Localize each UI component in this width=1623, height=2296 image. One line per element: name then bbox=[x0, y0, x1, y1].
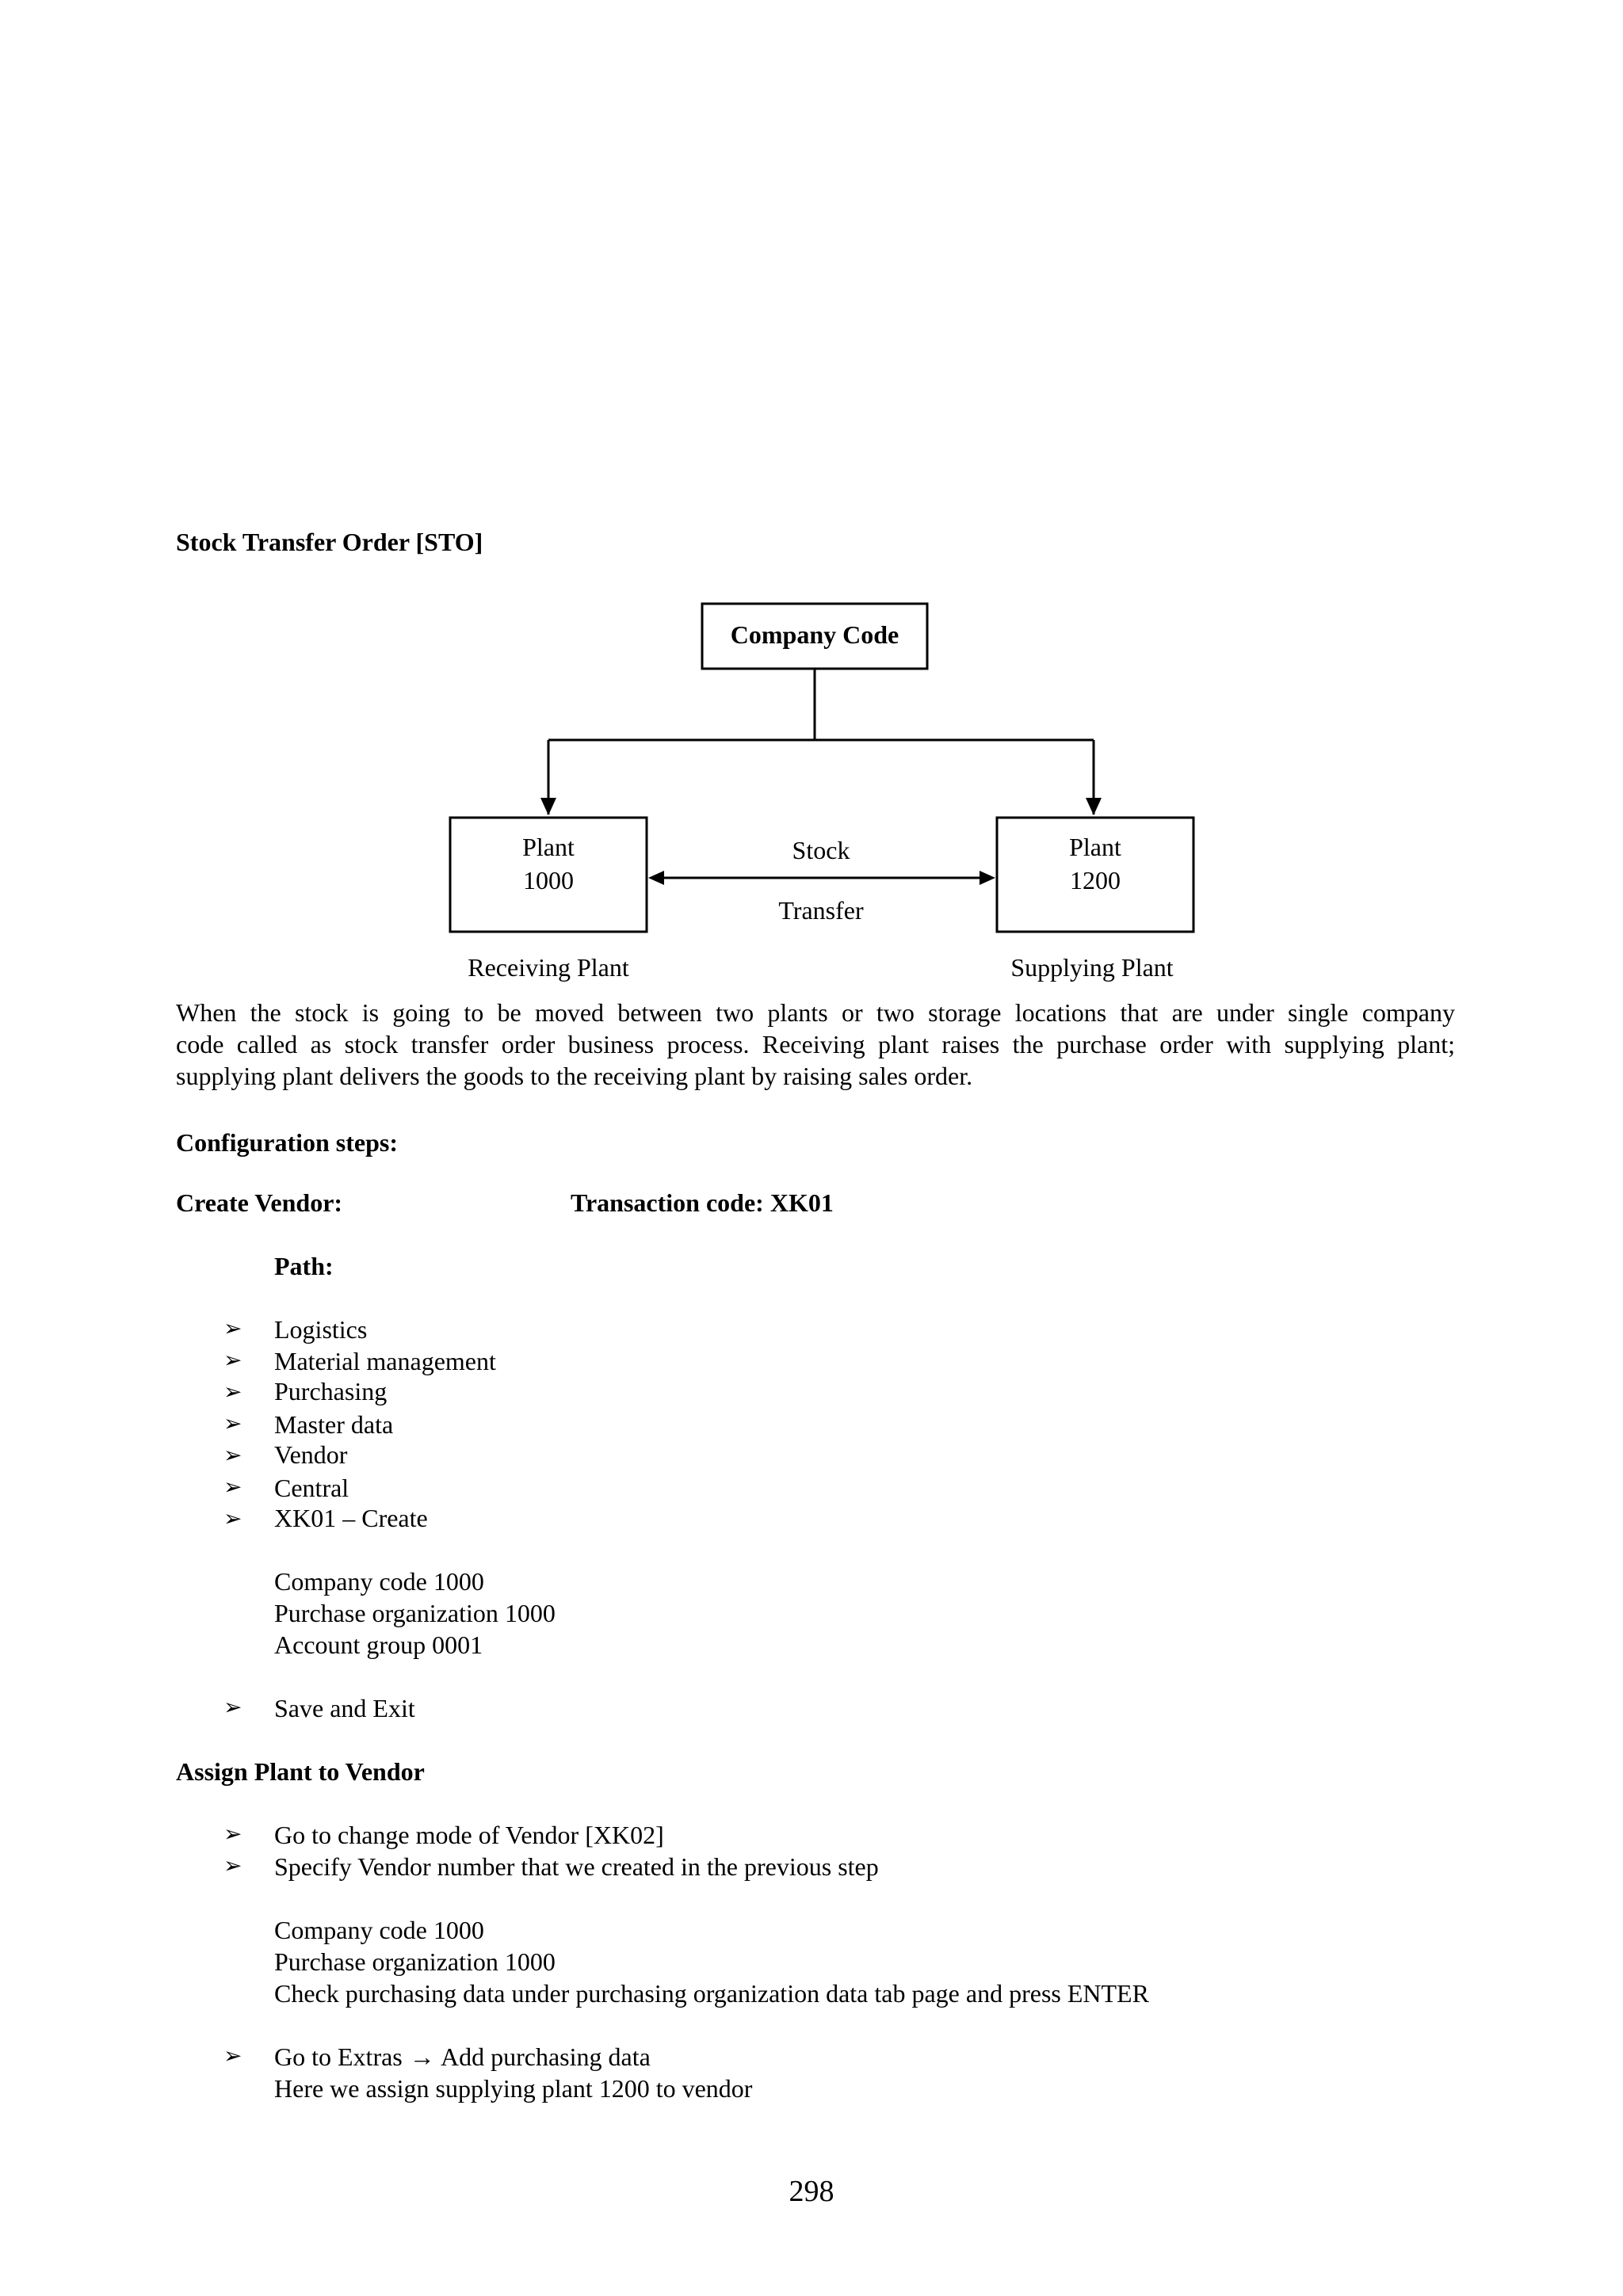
value-line: Account group 0001 bbox=[274, 1630, 483, 1659]
intro-line: supplying plant delivers the goods to the receiving plant by raising sales order. bbox=[176, 1062, 973, 1090]
assign-plant-heading: Assign Plant to Vendor bbox=[176, 1757, 425, 1786]
intro-line: code called as stock transfer order business process. Receiving plant raises the purchase order with supplying plant; bbox=[176, 1030, 1455, 1058]
path-label: Path: bbox=[274, 1252, 334, 1280]
assign-step: Specify Vendor number that we created in the previous step bbox=[274, 1852, 879, 1881]
bullet-icon: ➢ bbox=[223, 1412, 242, 1436]
plant-1000-number: 1000 bbox=[523, 866, 574, 894]
page-title: Stock Transfer Order [STO] bbox=[176, 528, 483, 556]
path-item: Logistics bbox=[274, 1315, 368, 1344]
stock-transfer-diagram bbox=[0, 0, 1623, 998]
intro-line: When the stock is going to be moved between two plants or two storage locations that are under single company bbox=[176, 998, 1455, 1027]
page-number: 298 bbox=[789, 2175, 834, 2208]
plant-1200-number: 1200 bbox=[1070, 866, 1121, 894]
value-line: Check purchasing data under purchasing organization data tab page and press ENTER bbox=[274, 1979, 1149, 2008]
bullet-icon: ➢ bbox=[223, 1317, 242, 1341]
configuration-heading: Configuration steps: bbox=[176, 1128, 399, 1157]
path-item: Central bbox=[274, 1474, 349, 1502]
company-code-label: Company Code bbox=[730, 620, 899, 649]
path-item: Master data bbox=[274, 1410, 394, 1439]
create-vendor-label: Create Vendor: bbox=[176, 1188, 343, 1217]
arrowhead-left bbox=[648, 871, 664, 885]
bullet-icon: ➢ bbox=[223, 1475, 242, 1500]
save-exit-step: Save and Exit bbox=[274, 1694, 415, 1722]
transfer-label: Transfer bbox=[778, 896, 864, 925]
bullet-icon: ➢ bbox=[223, 1380, 242, 1405]
extras-note: Here we assign supplying plant 1200 to vendor bbox=[274, 2074, 753, 2103]
bullet-icon: ➢ bbox=[223, 1695, 242, 1720]
bullet-icon: ➢ bbox=[223, 1507, 242, 1531]
right-arrow-icon: → bbox=[409, 2042, 435, 2071]
receiving-plant-caption: Receiving Plant bbox=[468, 953, 629, 982]
value-line: Company code 1000 bbox=[274, 1916, 484, 1944]
value-line: Company code 1000 bbox=[274, 1567, 484, 1596]
bullet-icon: ➢ bbox=[223, 1444, 242, 1468]
value-line: Purchase organization 1000 bbox=[274, 1947, 556, 1976]
path-item: Vendor bbox=[274, 1440, 348, 1469]
stock-label: Stock bbox=[792, 836, 850, 864]
assign-step: Go to change mode of Vendor [XK02] bbox=[274, 1821, 664, 1849]
value-line: Purchase organization 1000 bbox=[274, 1599, 556, 1627]
plant-1000-label: Plant bbox=[522, 833, 575, 861]
extras-prefix: Go to Extras bbox=[274, 2042, 403, 2071]
bullet-icon: ➢ bbox=[223, 1822, 242, 1847]
path-item: XK01 – Create bbox=[274, 1504, 428, 1532]
extras-step bbox=[274, 2041, 651, 2073]
bullet-icon: ➢ bbox=[223, 1854, 242, 1878]
path-item: Material management bbox=[274, 1347, 496, 1375]
path-item: Purchasing bbox=[274, 1377, 388, 1405]
intro-paragraph bbox=[176, 997, 1455, 1092]
bullet-icon: ➢ bbox=[223, 2044, 242, 2069]
transaction-code-label: Transaction code: XK01 bbox=[571, 1188, 834, 1217]
plant-1200-label: Plant bbox=[1069, 833, 1121, 861]
bullet-icon: ➢ bbox=[223, 1348, 242, 1373]
supplying-plant-caption: Supplying Plant bbox=[1010, 953, 1174, 982]
extras-suffix: Add purchasing data bbox=[440, 2042, 651, 2071]
arrowhead-right bbox=[980, 871, 995, 885]
